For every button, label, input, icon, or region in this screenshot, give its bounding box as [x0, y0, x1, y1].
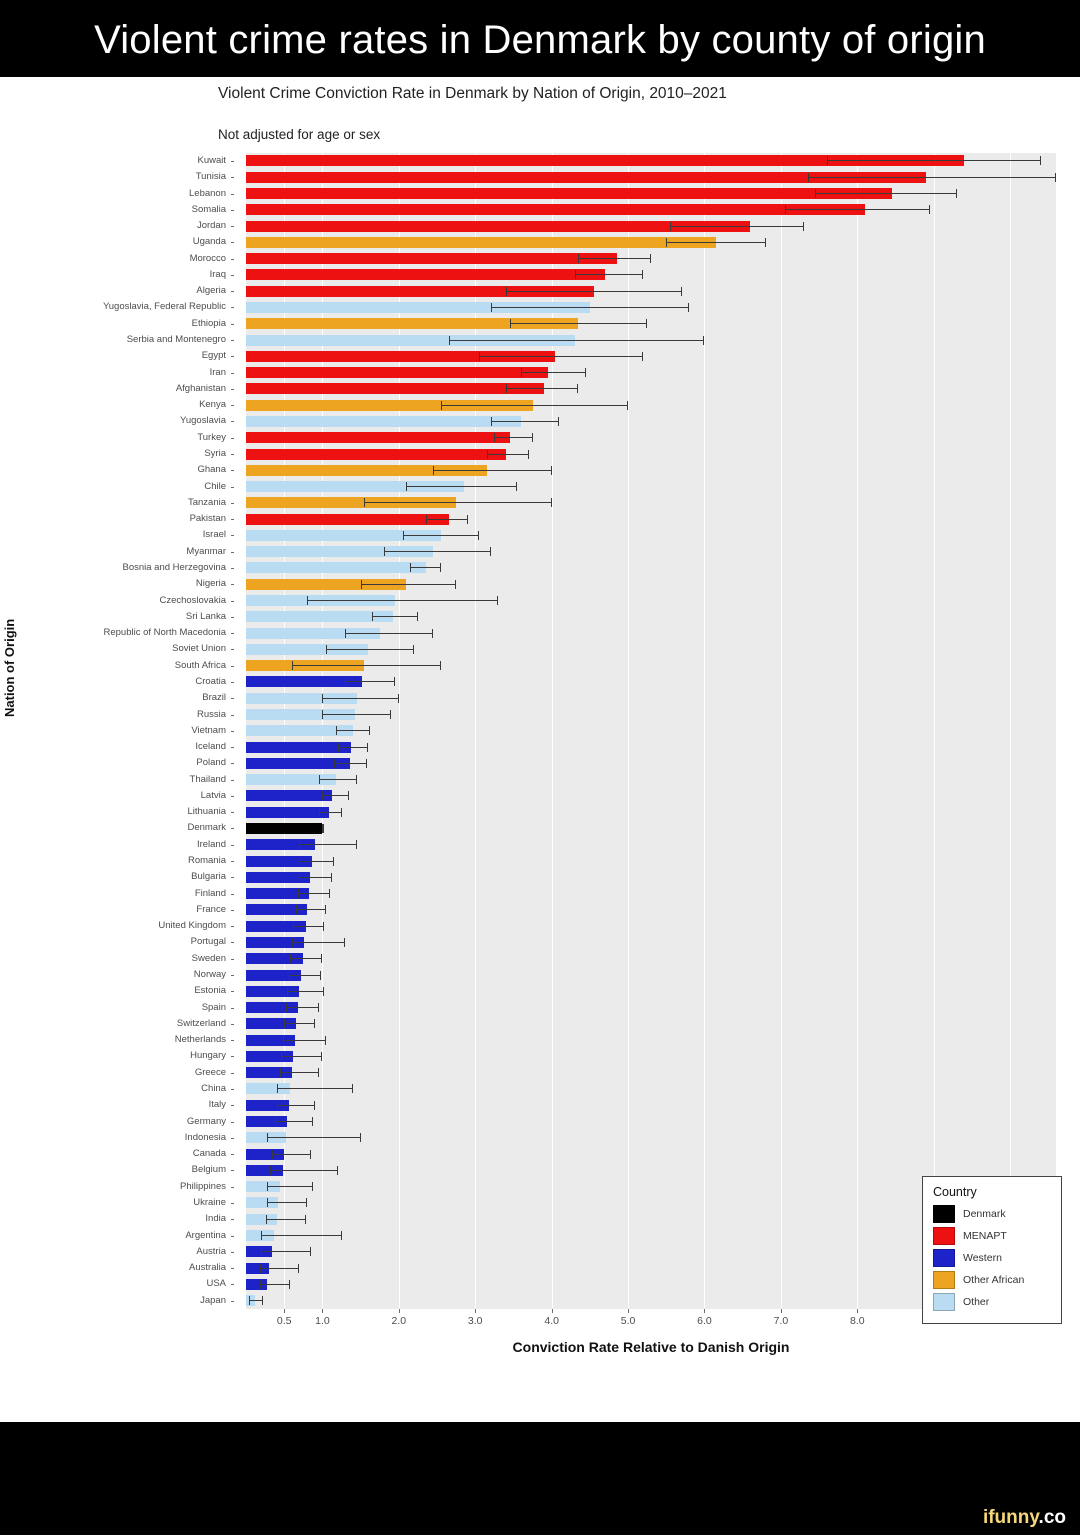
error-bar: [785, 205, 930, 214]
legend-item: [933, 1205, 1051, 1223]
y-axis-tick: [231, 731, 234, 732]
y-axis-tick: [231, 926, 234, 927]
y-axis-tick: [231, 796, 234, 797]
x-axis-tick-label: 2.0: [391, 1314, 407, 1327]
y-axis-tick: [231, 1203, 234, 1204]
error-bar: [266, 1215, 306, 1224]
y-axis-tick-label: Somalia: [191, 203, 226, 215]
y-axis-tick: [231, 763, 234, 764]
y-axis-tick-label: Tanzania: [187, 496, 226, 508]
y-axis-tick-label: Ireland: [196, 838, 226, 850]
y-axis-tick: [231, 1154, 234, 1155]
y-axis-tick-label: Canada: [192, 1148, 226, 1160]
y-axis-tick: [231, 421, 234, 422]
y-axis-tick-label: Soviet Union: [172, 643, 226, 655]
y-axis-tick: [231, 1252, 234, 1253]
y-axis-tick-label: Iraq: [209, 268, 226, 280]
y-axis-tick: [231, 405, 234, 406]
grid-line: [857, 153, 858, 1309]
grid-line: [934, 153, 935, 1309]
error-bar: [322, 824, 324, 833]
error-bar: [286, 1003, 319, 1012]
y-axis-tick-label: Nigeria: [195, 578, 226, 590]
error-bar: [281, 1052, 322, 1061]
error-bar: [267, 1133, 360, 1142]
y-axis-tick-label: Kenya: [199, 399, 226, 411]
legend-swatch: [933, 1205, 955, 1223]
error-bar: [261, 1247, 311, 1256]
y-axis-tick-label: Norway: [193, 969, 226, 981]
legend-item: [933, 1293, 1051, 1311]
y-axis-tick-label: Brazil: [202, 692, 226, 704]
error-bar: [280, 1068, 319, 1077]
y-axis-tick-label: Indonesia: [184, 1131, 226, 1143]
error-bar: [345, 677, 395, 686]
bar: [246, 269, 605, 280]
bar: [246, 188, 892, 199]
y-axis-tick-label: Pakistan: [189, 513, 226, 525]
legend-swatch: [933, 1293, 955, 1311]
y-axis-tick-label: Czechoslovakia: [159, 594, 226, 606]
error-bar: [372, 612, 418, 621]
x-axis-tick: [284, 1309, 285, 1313]
error-bar: [267, 1198, 307, 1207]
x-axis-tick: [857, 1309, 858, 1313]
error-bar: [670, 222, 804, 231]
y-axis-tick-label: Syria: [204, 448, 226, 459]
y-axis-title: Nation of Origin: [2, 618, 17, 717]
y-axis-tick: [231, 324, 234, 325]
y-axis-tick: [231, 535, 234, 536]
bar: [246, 742, 351, 753]
legend-swatch: [933, 1249, 955, 1267]
y-axis-tick: [231, 226, 234, 227]
y-axis-tick: [231, 1105, 234, 1106]
error-bar: [510, 319, 648, 328]
error-bar: [410, 563, 441, 572]
error-bar: [293, 922, 324, 931]
y-axis-tick-label: Thailand: [189, 773, 226, 785]
error-bar: [319, 808, 342, 817]
y-axis-tick: [231, 242, 234, 243]
y-axis-tick-label: Uganda: [192, 236, 226, 248]
y-axis-tick: [231, 194, 234, 195]
y-axis-tick: [231, 698, 234, 699]
y-axis-tick-label: Greece: [194, 1066, 226, 1078]
y-axis-tick-label: Turkey: [197, 431, 226, 443]
error-bar: [384, 547, 491, 556]
y-axis-tick-label: Estonia: [194, 985, 226, 997]
y-axis-tick: [231, 1040, 234, 1041]
y-axis-tick-label: Sri Lanka: [185, 610, 226, 622]
bar: [246, 823, 322, 834]
y-axis-tick: [231, 1122, 234, 1123]
legend-swatch: [933, 1271, 955, 1289]
y-axis-tick: [231, 942, 234, 943]
x-axis-tick: [628, 1309, 629, 1313]
error-bar: [260, 1264, 300, 1273]
y-axis-tick: [231, 503, 234, 504]
error-bar: [284, 1019, 315, 1028]
bar: [246, 416, 521, 427]
y-axis-tick: [231, 552, 234, 553]
y-axis-tick-label: Serbia and Montenegro: [126, 334, 226, 346]
y-axis-tick-label: Australia: [189, 1262, 226, 1274]
y-axis-tick-label: Russia: [196, 708, 226, 720]
watermark: [983, 1507, 1066, 1529]
error-bar: [298, 889, 330, 898]
y-axis-tick: [231, 682, 234, 683]
y-axis-tick: [231, 747, 234, 748]
y-axis-tick-label: Japan: [200, 1294, 226, 1306]
error-bar: [506, 384, 579, 393]
y-axis-tick: [231, 259, 234, 260]
y-axis-tick: [231, 812, 234, 813]
y-axis-tick: [231, 991, 234, 992]
error-bar: [292, 938, 345, 947]
bar: [246, 253, 617, 264]
y-axis-tick: [231, 910, 234, 911]
error-bar: [345, 629, 433, 638]
y-axis-tick: [231, 454, 234, 455]
chart-container: [0, 77, 1080, 1422]
error-bar: [299, 857, 333, 866]
y-axis-tick: [231, 356, 234, 357]
y-axis-tick: [231, 340, 234, 341]
error-bar: [426, 515, 468, 524]
error-bar: [322, 710, 391, 719]
y-axis-tick: [231, 959, 234, 960]
bar: [246, 204, 865, 215]
grid-line: [1010, 153, 1011, 1309]
legend-item: [933, 1271, 1051, 1289]
y-axis-tick-label: Bosnia and Herzegovina: [122, 561, 226, 573]
error-bar: [287, 987, 324, 996]
y-axis-tick-label: Austria: [196, 1245, 226, 1257]
error-bar: [334, 759, 367, 768]
y-axis-tick: [231, 877, 234, 878]
bar: [246, 432, 510, 443]
y-axis-tick-label: Switzerland: [176, 1017, 226, 1029]
y-axis-tick-label: USA: [206, 1278, 226, 1290]
y-axis-tick: [231, 1089, 234, 1090]
legend-rows: [933, 1205, 1051, 1311]
y-axis-tick: [231, 1187, 234, 1188]
error-bar: [364, 498, 551, 507]
y-axis-tick: [231, 1284, 234, 1285]
y-axis-tick-label: Lithuania: [187, 806, 226, 818]
error-bar: [521, 368, 586, 377]
x-axis-tick-label: 7.0: [773, 1314, 789, 1327]
legend-title: Country: [933, 1184, 977, 1199]
y-axis-tick-label: Latvia: [200, 789, 226, 801]
x-axis-tick: [475, 1309, 476, 1313]
error-bar: [441, 401, 628, 410]
bar: [246, 367, 548, 378]
y-axis-tick-label: China: [201, 1082, 226, 1094]
y-axis-tick-label: Hungary: [190, 1050, 226, 1062]
grid-line: [781, 153, 782, 1309]
bar: [246, 611, 393, 622]
x-axis-tick: [322, 1309, 323, 1313]
y-axis-tick-label: Kuwait: [197, 154, 226, 166]
y-axis-labels: [0, 153, 240, 1313]
error-bar: [578, 254, 651, 263]
y-axis-tick: [231, 568, 234, 569]
y-axis-tick: [231, 633, 234, 634]
watermark-suffix: .co: [1038, 1507, 1066, 1528]
error-bar: [260, 1280, 291, 1289]
y-axis-tick: [231, 975, 234, 976]
error-bar: [361, 580, 457, 589]
error-bar: [292, 661, 441, 670]
x-axis-tick-label: 5.0: [620, 1314, 636, 1327]
y-axis-tick: [231, 894, 234, 895]
error-bar: [449, 336, 705, 345]
error-bar: [815, 189, 956, 198]
legend-label: MENAPT: [963, 1229, 1007, 1242]
x-axis-tick: [704, 1309, 705, 1313]
y-axis-tick: [231, 861, 234, 862]
y-axis-tick-label: Finland: [194, 887, 226, 899]
error-bar: [406, 482, 517, 491]
y-axis-tick-label: Lebanon: [189, 187, 226, 199]
y-axis-tick: [231, 617, 234, 618]
y-axis-tick: [231, 161, 234, 162]
error-bar: [338, 743, 369, 752]
footer-bar: [0, 1493, 1080, 1535]
y-axis-tick: [231, 584, 234, 585]
y-axis-tick: [231, 1301, 234, 1302]
y-axis-tick: [231, 389, 234, 390]
y-axis-tick-label: Ukraine: [193, 1196, 226, 1208]
y-axis-tick-label: Israel: [202, 529, 226, 541]
y-axis-tick: [231, 649, 234, 650]
y-axis-tick: [231, 487, 234, 488]
y-axis-tick: [231, 666, 234, 667]
y-axis-tick-label: Spain: [201, 1001, 226, 1013]
y-axis-tick-label: Portugal: [190, 936, 226, 948]
y-axis-tick: [231, 1170, 234, 1171]
y-axis-tick-label: Argentina: [185, 1229, 226, 1241]
y-axis-tick-label: United Kingdom: [158, 920, 226, 932]
legend-label: Other African: [963, 1273, 1025, 1286]
error-bar: [283, 1036, 327, 1045]
error-bar: [296, 905, 326, 914]
error-bar: [506, 287, 682, 296]
y-axis-tick-label: South Africa: [174, 659, 226, 671]
chart-title: Violent Crime Conviction Rate in Denmark by Nation of Origin, 2010–2021: [218, 84, 727, 102]
x-axis-tick-label: 0.5: [276, 1314, 292, 1327]
y-axis-tick-label: Egypt: [201, 350, 226, 362]
y-axis-tick-label: Iceland: [195, 741, 226, 753]
y-axis-tick-label: Myanmar: [186, 545, 226, 557]
y-axis-tick: [231, 470, 234, 471]
error-bar: [666, 238, 765, 247]
error-bar: [272, 1150, 311, 1159]
y-axis-tick-label: Germany: [186, 1115, 226, 1127]
y-axis-tick: [231, 780, 234, 781]
x-axis-tick-label: 8.0: [850, 1314, 865, 1327]
bar: [246, 237, 716, 248]
y-axis-tick-label: Italy: [208, 1099, 226, 1111]
error-bar: [307, 596, 498, 605]
legend-label: Western: [963, 1251, 1002, 1264]
y-axis-tick-label: Afghanistan: [175, 382, 226, 394]
x-axis-tick: [399, 1309, 400, 1313]
error-bar: [326, 645, 414, 654]
y-axis-tick-label: Ethiopia: [191, 317, 226, 329]
bar: [246, 514, 449, 525]
error-bar: [403, 531, 479, 540]
y-axis-tick-label: Denmark: [187, 822, 226, 834]
error-bar: [479, 352, 643, 361]
y-axis-tick: [231, 177, 234, 178]
error-bar: [277, 1084, 353, 1093]
y-axis-tick-label: Republic of North Macedonia: [103, 627, 226, 639]
y-axis-tick-label: Poland: [196, 757, 226, 769]
legend-swatch: [933, 1227, 955, 1245]
error-bar: [494, 433, 532, 442]
chart-subtitle: Not adjusted for age or sex: [218, 126, 381, 142]
error-bar: [275, 1117, 313, 1126]
meme-top-caption: Violent crime rates in Denmark by county of origin: [94, 18, 986, 62]
y-axis-tick: [231, 291, 234, 292]
y-axis-tick-label: Bulgaria: [191, 871, 226, 883]
x-axis-tick-label: 3.0: [467, 1314, 483, 1327]
error-bar: [322, 791, 349, 800]
error-bar: [491, 417, 560, 426]
y-axis-tick-label: Jordan: [196, 220, 226, 232]
y-axis-tick: [231, 307, 234, 308]
y-axis-tick-label: Vietnam: [191, 724, 226, 736]
y-axis-tick-label: Belgium: [191, 1164, 226, 1176]
y-axis-tick: [231, 275, 234, 276]
y-axis-tick: [231, 1219, 234, 1220]
y-axis-tick: [231, 828, 234, 829]
error-bar: [487, 450, 529, 459]
y-axis-tick: [231, 1008, 234, 1009]
x-axis-tick-label: 4.0: [544, 1314, 559, 1327]
y-axis-tick-label: Tunisia: [195, 171, 226, 183]
y-axis-tick: [231, 601, 234, 602]
y-axis-tick: [231, 1056, 234, 1057]
error-bar: [808, 173, 1056, 182]
y-axis-tick-label: Yugoslavia: [180, 415, 226, 427]
error-bar: [433, 466, 551, 475]
y-axis-tick: [231, 1024, 234, 1025]
error-bar: [277, 1101, 315, 1110]
y-axis-tick: [231, 845, 234, 846]
bar: [246, 790, 332, 801]
bar: [246, 807, 329, 818]
plot-area: [246, 153, 1056, 1309]
error-bar: [336, 726, 370, 735]
error-bar: [575, 270, 644, 279]
y-axis-tick-label: Philippines: [180, 1180, 226, 1192]
error-bar: [319, 775, 357, 784]
y-axis-tick-label: Ghana: [197, 464, 226, 476]
y-axis-tick: [231, 1138, 234, 1139]
legend-label: Denmark: [963, 1207, 1006, 1220]
bar: [246, 562, 426, 573]
y-axis-tick-label: Romania: [187, 855, 226, 867]
error-bar: [322, 694, 398, 703]
error-bar: [299, 873, 331, 882]
x-axis-tick: [552, 1309, 553, 1313]
error-bar: [299, 840, 356, 849]
y-axis-tick: [231, 373, 234, 374]
y-axis-tick: [231, 210, 234, 211]
legend-item: [933, 1249, 1051, 1267]
error-bar: [827, 156, 1041, 165]
error-bar: [290, 954, 322, 963]
bar: [246, 449, 506, 460]
y-axis-tick: [231, 1236, 234, 1237]
error-bar: [267, 1182, 313, 1191]
y-axis-tick-label: Yugoslavia, Federal Republic: [102, 301, 226, 313]
x-axis-tick: [781, 1309, 782, 1313]
y-axis-tick-label: France: [196, 903, 226, 915]
y-axis-tick-label: Iran: [209, 366, 226, 378]
y-axis-tick-label: Algeria: [196, 285, 226, 297]
y-axis-tick-label: Morocco: [189, 252, 226, 264]
y-axis-tick: [231, 519, 234, 520]
y-axis-tick-label: Sweden: [191, 952, 226, 964]
legend-label: Other: [963, 1295, 990, 1308]
y-axis-tick: [231, 1073, 234, 1074]
error-bar: [249, 1296, 263, 1305]
legend-item: [933, 1227, 1051, 1245]
bar: [246, 383, 544, 394]
x-axis-title: Conviction Rate Relative to Danish Origin: [512, 1338, 790, 1355]
error-bar: [270, 1166, 337, 1175]
error-bar: [261, 1231, 341, 1240]
watermark-main: ifunny: [982, 1507, 1039, 1528]
y-axis-tick: [231, 1268, 234, 1269]
x-axis-tick-label: 6.0: [697, 1314, 712, 1327]
chart-legend: [922, 1176, 1062, 1324]
error-bar: [289, 971, 321, 980]
y-axis-tick-label: Croatia: [195, 675, 226, 687]
error-bar: [491, 303, 690, 312]
x-axis-tick-label: 1.0: [315, 1314, 330, 1327]
y-axis-tick-label: India: [205, 1213, 226, 1225]
y-axis-tick-label: Netherlands: [174, 1034, 226, 1046]
grid-line: [704, 153, 705, 1309]
y-axis-tick-label: Chile: [204, 480, 226, 492]
y-axis-tick: [231, 438, 234, 439]
y-axis-tick: [231, 715, 234, 716]
